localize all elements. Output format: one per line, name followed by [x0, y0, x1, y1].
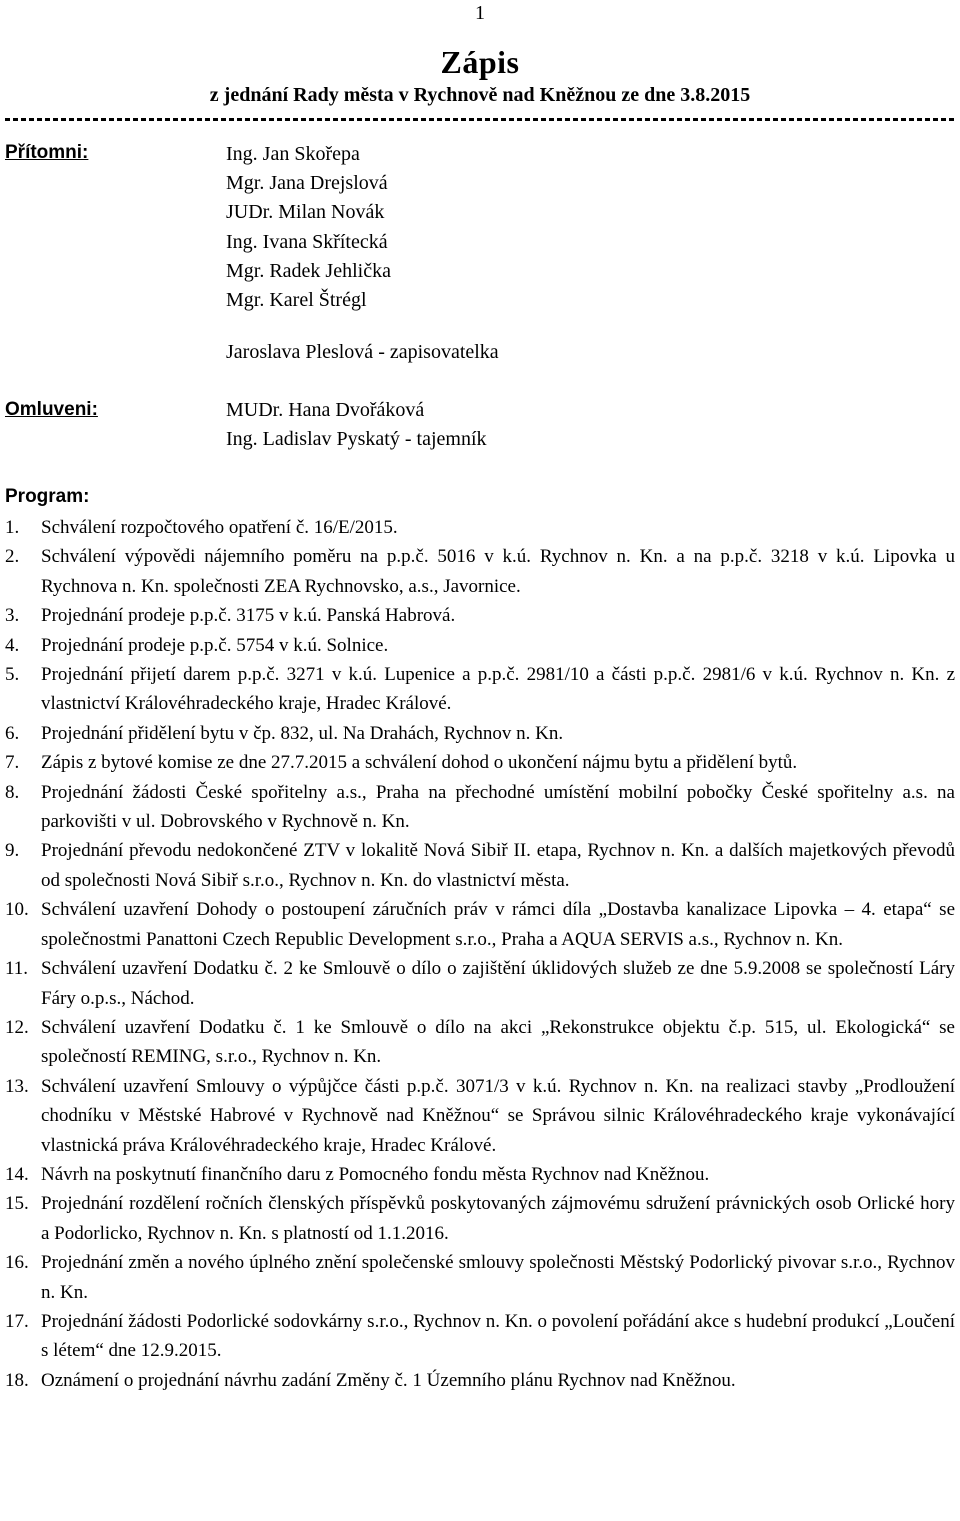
- program-item: [5, 1307, 955, 1366]
- item-number: 4.: [5, 634, 20, 656]
- program-item: [5, 1366, 955, 1395]
- program-item: [5, 513, 955, 542]
- item-number: 14.: [5, 1163, 29, 1185]
- program-item: [5, 895, 955, 954]
- item-number: 12.: [5, 1016, 29, 1038]
- present-members: [226, 140, 391, 315]
- item-text: Projednání přijetí darem p.p.č. 3271 v k.ú. Lupenice a p.p.č. 2981/10 a části p.p.č. 2981/6 v k.ú. Rychnov n. Kn. z vlastnictví Královéhradeckého kraje, Hradec Králové.: [41, 664, 955, 715]
- excused-member: Ing. Ladislav Pyskatý - tajemník: [226, 428, 487, 451]
- item-number: 5.: [5, 664, 20, 686]
- program-list: [5, 513, 955, 1395]
- document-title: Zápis: [440, 44, 520, 80]
- item-text: Oznámení o projednání návrhu zadání Změny č. 1 Územního plánu Rychnov nad Kněžnou.: [41, 1369, 736, 1391]
- excused-label: Omluveni:: [5, 399, 98, 420]
- item-number: 9.: [5, 840, 20, 862]
- program-item: [5, 748, 955, 777]
- item-text: Schválení uzavření Dodatku č. 1 ke Smlouvě o dílo na akci „Rekonstrukce objektu č.p. 515, ul. Ekologická“ se společností REMING, s.r.o., Rychnov n. Kn.: [41, 1016, 955, 1068]
- present-member: Mgr. Karel Štrégl: [226, 289, 367, 312]
- item-number: 18.: [5, 1369, 29, 1391]
- item-number: 2.: [5, 546, 20, 568]
- item-number: 16.: [5, 1252, 29, 1274]
- recorder: [226, 338, 499, 367]
- item-number: 10.: [5, 899, 29, 921]
- present-member: Mgr. Jana Drejslová: [226, 172, 388, 195]
- program-label: Program:: [5, 486, 90, 507]
- program-item: [5, 1013, 955, 1072]
- program-item: [5, 1160, 955, 1189]
- item-text: Schválení uzavření Dodatku č. 2 ke Smlouvě o dílo o zajištění úklidových služeb ze dne 5.9.2008 se společností Láry Fáry o.p.s., Náchod.: [41, 958, 955, 1009]
- item-text: Projednání změn a nového úplného znění společenské smlouvy společnosti Městský Podorlický pivovar s.r.o., Rychnov n. Kn.: [41, 1252, 955, 1303]
- program-item: [5, 601, 955, 630]
- program-item: [5, 954, 955, 1013]
- item-number: 1.: [5, 517, 20, 538]
- item-text: Schválení rozpočtového opatření č. 16/E/2015.: [41, 517, 398, 538]
- program-item: [5, 836, 955, 895]
- item-text: Projednání prodeje p.p.č. 3175 v k.ú. Panská Habrová.: [41, 605, 456, 627]
- item-text: Schválení uzavření Smlouvy o výpůjčce části p.p.č. 3071/3 v k.ú. Rychnov n. Kn. na realizaci stavby „Prodloužení chodníku v Městské Habrové v Rychnově nad Kněžnou“ se Správou silnic Královéhradeckého kraje vykonávající vlastnická práva Královéhradeckého kraje, Hradec Králové.: [41, 1075, 955, 1156]
- item-number: 3.: [5, 605, 20, 627]
- present-label: Přítomni:: [5, 142, 89, 163]
- present-member: JUDr. Milan Novák: [226, 201, 385, 224]
- item-text: Schválení uzavření Dohody o postoupení záručních práv v rámci díla „Dostavba kanalizace Lipovka – 4. etapa“ se společnostmi Panattoni Czech Republic Development s.r.o., Praha a AQUA SERVIS a.s., Rychnov n. Kn.: [41, 899, 955, 950]
- item-number: 6.: [5, 722, 20, 744]
- item-text: Zápis z bytové komise ze dne 27.7.2015 a schválení dohod o ukončení nájmu bytu a přidělení bytů.: [41, 752, 798, 774]
- item-text: Schválení výpovědi nájemního poměru na p.p.č. 5016 v k.ú. Rychnov n. Kn. a na p.p.č. 3218 v k.ú. Lipovka u Rychnova n. Kn. společnosti ZEA Rychnovsko, a.s., Javornice.: [41, 546, 955, 597]
- item-text: Projednání rozdělení ročních členských příspěvků poskytovaných zájmovému sdružení právnických osob Orlické hory a Podorlicko, Rychnov n. Kn. s platností od 1.1.2016.: [41, 1193, 955, 1244]
- item-text: Projednání převodu nedokončené ZTV v lokalitě Nová Sibiř II. etapa, Rychnov n. Kn. a dalších majetkových převodů od společnosti Nová Sibiř s.r.o., Rychnov n. Kn. do vlastnictví města.: [41, 840, 955, 891]
- dashed-divider: [5, 116, 955, 124]
- present-member: Mgr. Radek Jehlička: [226, 259, 391, 282]
- item-number: 11.: [5, 958, 29, 980]
- present-member: Ing. Ivana Skřítecká: [226, 230, 388, 253]
- program-item: [5, 631, 955, 660]
- recorder-name: Jaroslava Pleslová - zapisovatelka: [226, 341, 499, 363]
- program-item: [5, 1189, 955, 1248]
- page-number: 1: [475, 2, 485, 24]
- program-item: [5, 542, 955, 601]
- item-text: Projednání žádosti České spořitelny a.s., Praha na přechodné umístění mobilní pobočky České spořitelny a.s. na parkovišti v ul. Dobrovského v Rychnově n. Kn.: [41, 781, 955, 833]
- document-subtitle: z jednání Rady města v Rychnově nad Kněžnou ze dne 3.8.2015: [209, 84, 751, 106]
- program-item: [5, 660, 955, 719]
- item-number: 8.: [5, 781, 20, 803]
- item-number: 7.: [5, 752, 20, 774]
- program-item: [5, 778, 955, 837]
- item-text: Projednání přidělení bytu v čp. 832, ul. Na Drahách, Rychnov n. Kn.: [41, 722, 564, 744]
- item-text: Projednání žádosti Podorlické sodovkárny s.r.o., Rychnov n. Kn. o povolení pořádání akce s hudební produkcí „Loučení s létem“ dne 12.9.2015.: [41, 1310, 955, 1362]
- excused-members: [226, 396, 487, 454]
- item-number: 15.: [5, 1193, 29, 1215]
- program-item: [5, 1248, 955, 1307]
- item-text: Projednání prodeje p.p.č. 5754 v k.ú. Solnice.: [41, 634, 389, 656]
- program-item: [5, 1072, 955, 1160]
- item-number: 17.: [5, 1310, 29, 1332]
- program-item: [5, 719, 955, 748]
- present-member: Ing. Jan Skořepa: [226, 143, 360, 165]
- item-text: Návrh na poskytnutí finančního daru z Pomocného fondu města Rychnov nad Kněžnou.: [41, 1163, 710, 1185]
- item-number: 13.: [5, 1075, 29, 1097]
- excused-member: MUDr. Hana Dvořáková: [226, 399, 425, 421]
